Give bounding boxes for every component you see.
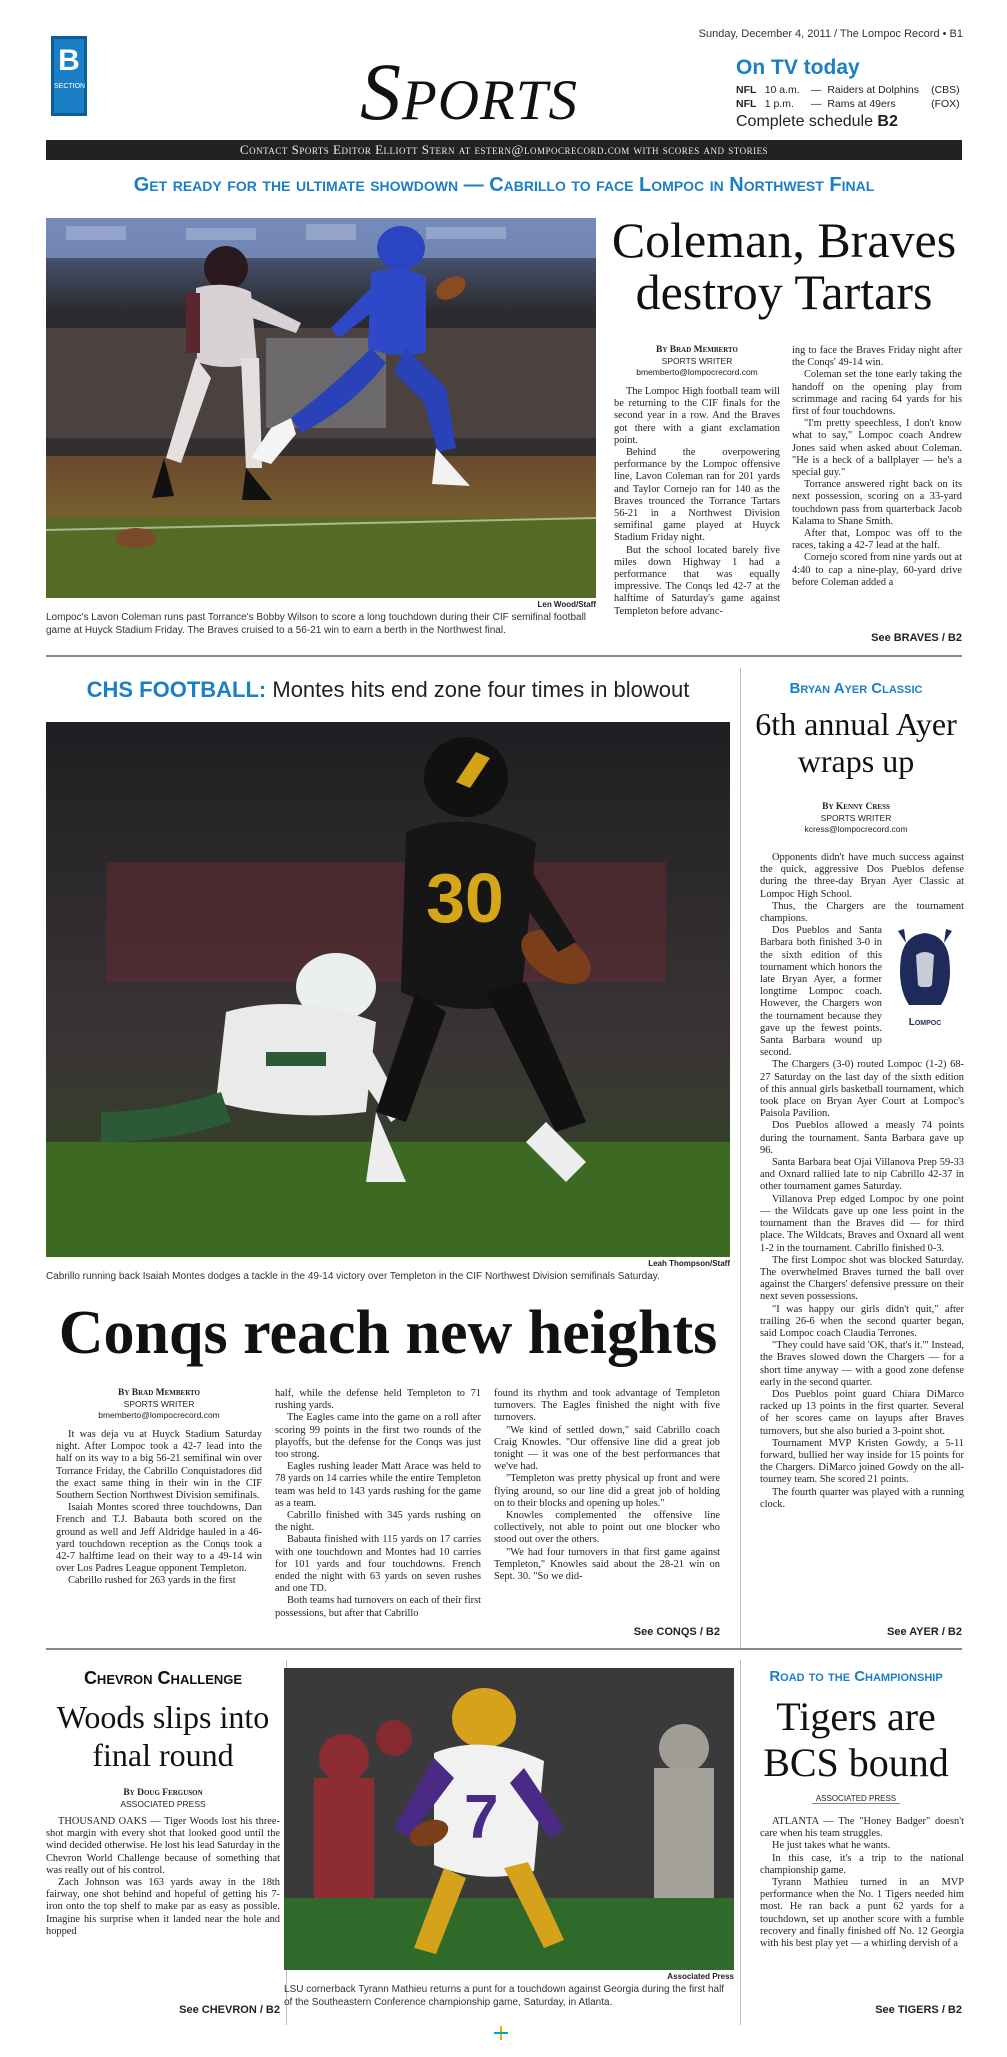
kicker-text: Montes hits end zone four times in blowout bbox=[272, 677, 690, 702]
section-label: SECTION bbox=[54, 83, 86, 90]
body-paragraph: Coleman set the tone early taking the handoff on the opening play from scrimmage and racing 64 yards for his first of four touchdowns. bbox=[792, 369, 962, 418]
logo-label: Lompoc bbox=[908, 1017, 942, 1029]
body-paragraph: It was deja vu at Huyck Stadium Saturday night. After Lompoc took a 42-7 lead into the half on its way to a big 56-21 semifinal win over Torrance Friday, the Cabrillo Conquistadores did the exact same thing in their win in the CIF Southern Section Northwest Division semifinals. bbox=[56, 1429, 262, 1502]
tv-network: (FOX) bbox=[931, 98, 960, 110]
byline-email: bmemberto@lompocrecord.com bbox=[98, 1410, 220, 1420]
body-paragraph: Isaiah Montes scored three touchdowns, Dan French and T.J. Babauta both scored on the ground as well and Jeff Aldridge hauled in a 46-yard touchdown reception as the Conqs took a 42-7 halftime lead on their way to a 49-14 win over Los Padres League opponent Templeton. bbox=[56, 1502, 262, 1575]
body-paragraph: Babauta finished with 115 yards on 17 carries with one touchdown and Montes had 10 carries for 101 yards and four touchdowns. French ended the night with 63 yards on seven rushes and one TD. bbox=[275, 1534, 481, 1595]
body-paragraph: Dos Pueblos and Santa Barbara both finished 3-0 in the sixth edition of this tournament which honors the late Bryan Ayer, a former longtime Lompoc coach. However, the Chargers won the tournament because they gave up the fewest points. Santa Barbara wound up second. bbox=[760, 925, 882, 1059]
byline-conqs bbox=[56, 1388, 262, 1421]
section-title: Sports bbox=[360, 46, 578, 137]
kicker-conqs bbox=[46, 676, 730, 704]
tv-row bbox=[736, 83, 966, 97]
kicker-chevron: Chevron Challenge bbox=[83, 1668, 243, 1688]
headline-ayer: 6th annual Ayer wraps up bbox=[755, 706, 957, 779]
body-paragraph: After that, Lompoc was off to the races, taking a 42-7 lead at the half. bbox=[792, 528, 962, 552]
tv-row bbox=[736, 97, 966, 111]
tv-time: 10 a.m. bbox=[764, 84, 800, 96]
headline-coleman: Coleman, Braves destroy Tartars bbox=[611, 212, 957, 320]
divider bbox=[46, 1648, 962, 1650]
body-paragraph: found its rhythm and took advantage of Templeton turnovers. The Eagles finished the night with five turnovers. bbox=[494, 1388, 720, 1424]
body-paragraph: Opponents didn't have much success against the quick, aggressive Dos Pueblos defense during the three-day Bryan Ayer Classic at Lompoc High School. bbox=[760, 852, 964, 900]
banner: Get ready for the ultimate showdown — Cabrillo to face Lompoc in Northwest Final bbox=[133, 174, 875, 196]
byline-role: ASSOCIATED PRESS bbox=[812, 1794, 900, 1804]
body-paragraph: In this case, it's a trip to the national championship game. bbox=[760, 1852, 964, 1876]
dateline: Sunday, December 4, 2011 / The Lompoc Record • B1 bbox=[698, 28, 963, 40]
byline-coleman bbox=[614, 345, 780, 378]
photo-mathieu bbox=[284, 1668, 734, 1970]
kicker-tigers: Road to the Championship bbox=[769, 1668, 943, 1685]
jump-chevron[interactable]: See CHEVRON / B2 bbox=[179, 2004, 280, 2016]
headline-tigers: Tigers are BCS bound bbox=[763, 1694, 949, 1785]
body-paragraph: Cabrillo rushed for 263 yards in the first bbox=[68, 1575, 236, 1587]
body-paragraph: Dos Pueblos allowed a measly 74 points during the tournament. Santa Barbara gave up 96. bbox=[760, 1120, 964, 1156]
byline-role: SPORTS WRITER bbox=[661, 356, 733, 366]
svg-text:30: 30 bbox=[426, 859, 504, 937]
jump-braves[interactable]: See BRAVES / B2 bbox=[871, 632, 962, 644]
photo-montes bbox=[46, 722, 730, 1257]
byline-role: SPORTS WRITER bbox=[820, 813, 892, 823]
body-paragraph: Behind the overpowering performance by the Lompoc offensive line, Lavon Coleman ran for 201 yards and Taylor Cornejo ran for 140 as the Braves trounced the Torrance Tartars 56-21 in a Northwest Division semifinal game played at Huyck Stadium Friday night. bbox=[614, 447, 780, 544]
byline-role: SPORTS WRITER bbox=[123, 1399, 195, 1409]
tv-schedule-page: B2 bbox=[877, 113, 898, 130]
caption-coleman: Lompoc's Lavon Coleman runs past Torrance's Bobby Wilson to score a long touchdown during their CIF semifinal football game at Huyck Stadium Friday. The Braves cruised to a 56-21 win to earn a berth in the Northwest final. bbox=[46, 612, 587, 636]
body-paragraph: "I was happy our girls didn't quit," after trailing 26-6 when the second quarter began, said Lompoc coach Claudia Terrones. bbox=[760, 1303, 964, 1339]
body-paragraph: He just takes what he wants. bbox=[772, 1840, 891, 1852]
byline-email: kcress@lompocrecord.com bbox=[804, 824, 908, 834]
tv-game: Rams at 49ers bbox=[827, 98, 896, 110]
jump-tigers[interactable]: See TIGERS / B2 bbox=[875, 2004, 962, 2016]
brave-head-icon bbox=[886, 925, 964, 1017]
body-paragraph: The Eagles came into the game on a roll after scoring 99 points in the first two rounds of the playoffs, but the defense for the Conqs was just too strong. bbox=[275, 1412, 481, 1461]
tv-network: (CBS) bbox=[931, 84, 960, 96]
body-paragraph: THOUSAND OAKS — Tiger Woods lost his three-shot margin with every shot that looked good until the wind decided otherwise. He lost his lead Saturday in the Chevron World Challenge because of something that was really out of his control. bbox=[46, 1816, 280, 1876]
byline-tigers bbox=[750, 1794, 962, 1803]
caption-mathieu: LSU cornerback Tyrann Mathieu returns a punt for a touchdown against Georgia during the first half of the Southeastern Conference championship game, Saturday, in Atlanta. bbox=[284, 1984, 725, 2008]
tv-listing bbox=[736, 56, 966, 131]
tv-league: NFL bbox=[736, 84, 757, 96]
story-conqs-col1 bbox=[56, 1388, 262, 1588]
story-coleman-col2 bbox=[792, 345, 962, 589]
registration-mark bbox=[494, 2026, 508, 2040]
body-paragraph: ATLANTA — The "Honey Badger" doesn't care when his team struggles. bbox=[760, 1816, 964, 1840]
lompoc-logo bbox=[886, 925, 964, 1035]
body-paragraph: "Templeton was pretty physical up front and were flying around, so our line did a great job of holding on to their blocks and opening up holes." bbox=[494, 1473, 720, 1509]
byline-email: bmemberto@lompocrecord.com bbox=[636, 367, 758, 377]
kicker-ayer: Bryan Ayer Classic bbox=[789, 680, 923, 697]
divider bbox=[46, 655, 962, 657]
body-paragraph: Tournament MVP Kristen Gowdy, a 5-11 forward, bullied her way inside for 15 points for the Chargers. DiMarco joined Gowdy on the all-tourney team. She scored 21 points. bbox=[760, 1437, 964, 1486]
body-paragraph: But the school located barely five miles down Highway 1 had a performance that was equally impressive. The Conqs led 42-7 at the halftime of Saturday's game against Templeton before advanc- bbox=[614, 544, 780, 617]
body-paragraph: Santa Barbara beat Ojai Villanova Prep 59-33 and Oxnard rallied late to nip Cabrillo 42-37 in other tournament games Saturday. bbox=[760, 1157, 964, 1193]
byline-role: ASSOCIATED PRESS bbox=[120, 1799, 206, 1809]
tv-schedule-label: Complete schedule bbox=[736, 113, 873, 130]
body-paragraph: Dos Pueblos point guard Chiara DiMarco racked up 13 points in the first quarter. Several of her scores came on layups after Braves turnovers, but she also buried a 3-point shot. bbox=[760, 1388, 964, 1437]
tv-heading: On TV today bbox=[736, 56, 860, 79]
column-rule bbox=[740, 668, 741, 1648]
body-paragraph: Both teams had turnovers on each of their first possessions, but after that Cabrillo bbox=[275, 1595, 481, 1619]
story-conqs-col3 bbox=[494, 1388, 720, 1583]
body-paragraph: Cornejo scored from nine yards out at 4:40 to cap a nine-play, 60-yard drive before Coleman added a bbox=[792, 552, 962, 588]
body-paragraph: Villanova Prep edged Lompoc by one point — the Wildcats gave up one less point in the tournament than the Braves did — for third place. The Wildcats, Braves and Oxnard all went 1-2 in the tournament. Cabrillo finished 0-3. bbox=[760, 1193, 964, 1254]
tv-game: Raiders at Dolphins bbox=[827, 84, 919, 96]
body-paragraph: half, while the defense held Templeton to 71 rushing yards. bbox=[275, 1388, 481, 1412]
body-paragraph: The first Lompoc shot was blocked Saturday. The overwhelmed Braves turned the ball over against the Chargers' defensive pressure on their next seven possessions. bbox=[760, 1254, 964, 1303]
tv-time: 1 p.m. bbox=[764, 98, 794, 110]
body-paragraph: The Chargers (3-0) routed Lompoc (1-2) 68-27 Saturday on the last day of the sixth edition of this annual girls basketball tournament, which took place on Bryan Ayer Court at Lompoc's Paisola Pavilion. bbox=[760, 1059, 964, 1120]
body-paragraph: Tyrann Mathieu turned in an MVP performance when the No. 1 Tigers needed him most. He ran back a punt 62 yards for a touchdown, set up another score with a fumble recovery and finally finished off No. 12 Georgia with his best play yet — a whirling dervish of a bbox=[760, 1877, 964, 1950]
credit-montes: Leah Thompson/Staff bbox=[648, 1259, 730, 1268]
body-paragraph: Thus, the Chargers are the tournament champions. bbox=[760, 900, 964, 925]
story-chevron bbox=[46, 1816, 280, 1938]
tv-league: NFL bbox=[736, 98, 757, 110]
byline-author: By Brad Memberto bbox=[117, 1388, 201, 1398]
story-ayer bbox=[760, 852, 964, 1511]
column-rule bbox=[740, 1660, 741, 2025]
jump-conqs[interactable]: See CONQS / B2 bbox=[633, 1626, 720, 1638]
byline-author: By Doug Ferguson bbox=[123, 1788, 203, 1798]
body-paragraph: The fourth quarter was played with a running clock. bbox=[760, 1486, 964, 1510]
story-conqs-col2 bbox=[275, 1388, 481, 1620]
tv-dash: — bbox=[810, 84, 822, 96]
body-paragraph: "I'm pretty speechless, I don't know what to say," Lompoc coach Andrew Jones said when asked about Coleman. "He is a heck of a ballplayer — he's a special guy." bbox=[792, 418, 962, 479]
contact-bar: Contact Sports Editor Elliott Stern at estern@lompocrecord.com with scores and stories bbox=[46, 140, 962, 160]
masthead bbox=[0, 0, 1007, 160]
headline-chevron: Woods slips into final round bbox=[56, 1699, 270, 1773]
credit-mathieu: Associated Press bbox=[667, 1972, 734, 1981]
tv-rows bbox=[736, 83, 966, 111]
headline-conqs: Conqs reach new heights bbox=[58, 1299, 718, 1367]
body-paragraph: The Lompoc High football team will be returning to the CIF finals for the second year in a row. And the Braves got there with a giant exclamation point. bbox=[614, 386, 780, 446]
kicker-label: CHS FOOTBALL: bbox=[86, 677, 267, 702]
body-paragraph: "We had four turnovers in that first game against Templeton," Knowles said about the 28-21 win on Sept. 30. "So we did- bbox=[494, 1546, 720, 1583]
section-badge bbox=[51, 36, 87, 116]
tv-dash: — bbox=[810, 98, 822, 110]
body-paragraph: Torrance answered right back on its next possession, scoring on a 33-yard touchdown pass from quarterback Jacob Kalama to Shane Smith. bbox=[792, 479, 962, 527]
tv-schedule bbox=[736, 113, 966, 131]
byline-ayer bbox=[750, 802, 962, 835]
body-paragraph: Knowles complemented the offensive line collectively, not able to point out one blocker who stood out over the others. bbox=[494, 1510, 720, 1546]
byline-chevron bbox=[46, 1788, 280, 1810]
body-paragraph: "We kind of settled down," said Cabrillo coach Craig Knowles. "Our offensive line did a great job tonight — it was one of the best performances that we've had. bbox=[494, 1424, 720, 1473]
body-paragraph: Zach Johnson was 163 yards away in the 18th fairway, one shot behind and hopeful of getting his 7-iron onto the top shelf to make par as easy as possible. Imagine his surprise when it landed near the hole and hopped bbox=[46, 1877, 280, 1937]
story-coleman-col1 bbox=[614, 345, 780, 618]
body-paragraph: Eagles rushing leader Matt Arace was held to 78 yards on 14 carries while the entire Templeton team was held to 143 yards rushing for the game as a team. bbox=[275, 1461, 481, 1509]
body-paragraph: ing to face the Braves Friday night after the Conqs' 49-14 win. bbox=[792, 345, 962, 369]
photo-coleman bbox=[46, 218, 596, 598]
credit-coleman: Len Wood/Staff bbox=[537, 600, 596, 609]
section-letter: B bbox=[58, 44, 80, 77]
body-paragraph: "They could have said 'OK, that's it.'" Instead, the Braves slowed down the Chargers — for a short time anyway — with a good zone defense early in the second quarter. bbox=[760, 1340, 964, 1388]
svg-text:7: 7 bbox=[464, 1783, 499, 1852]
caption-montes: Cabrillo running back Isaiah Montes dodges a tackle in the 49-14 victory over Templeton in the CIF Northwest Division semifinals Saturday. bbox=[46, 1271, 660, 1282]
story-tigers bbox=[760, 1816, 964, 1950]
byline-author: By Brad Memberto bbox=[655, 345, 739, 355]
jump-ayer[interactable]: See AYER / B2 bbox=[886, 1626, 962, 1638]
byline-author: By Kenny Cress bbox=[822, 802, 890, 812]
body-paragraph: Cabrillo finished with 345 yards rushing on the night. bbox=[275, 1510, 481, 1534]
